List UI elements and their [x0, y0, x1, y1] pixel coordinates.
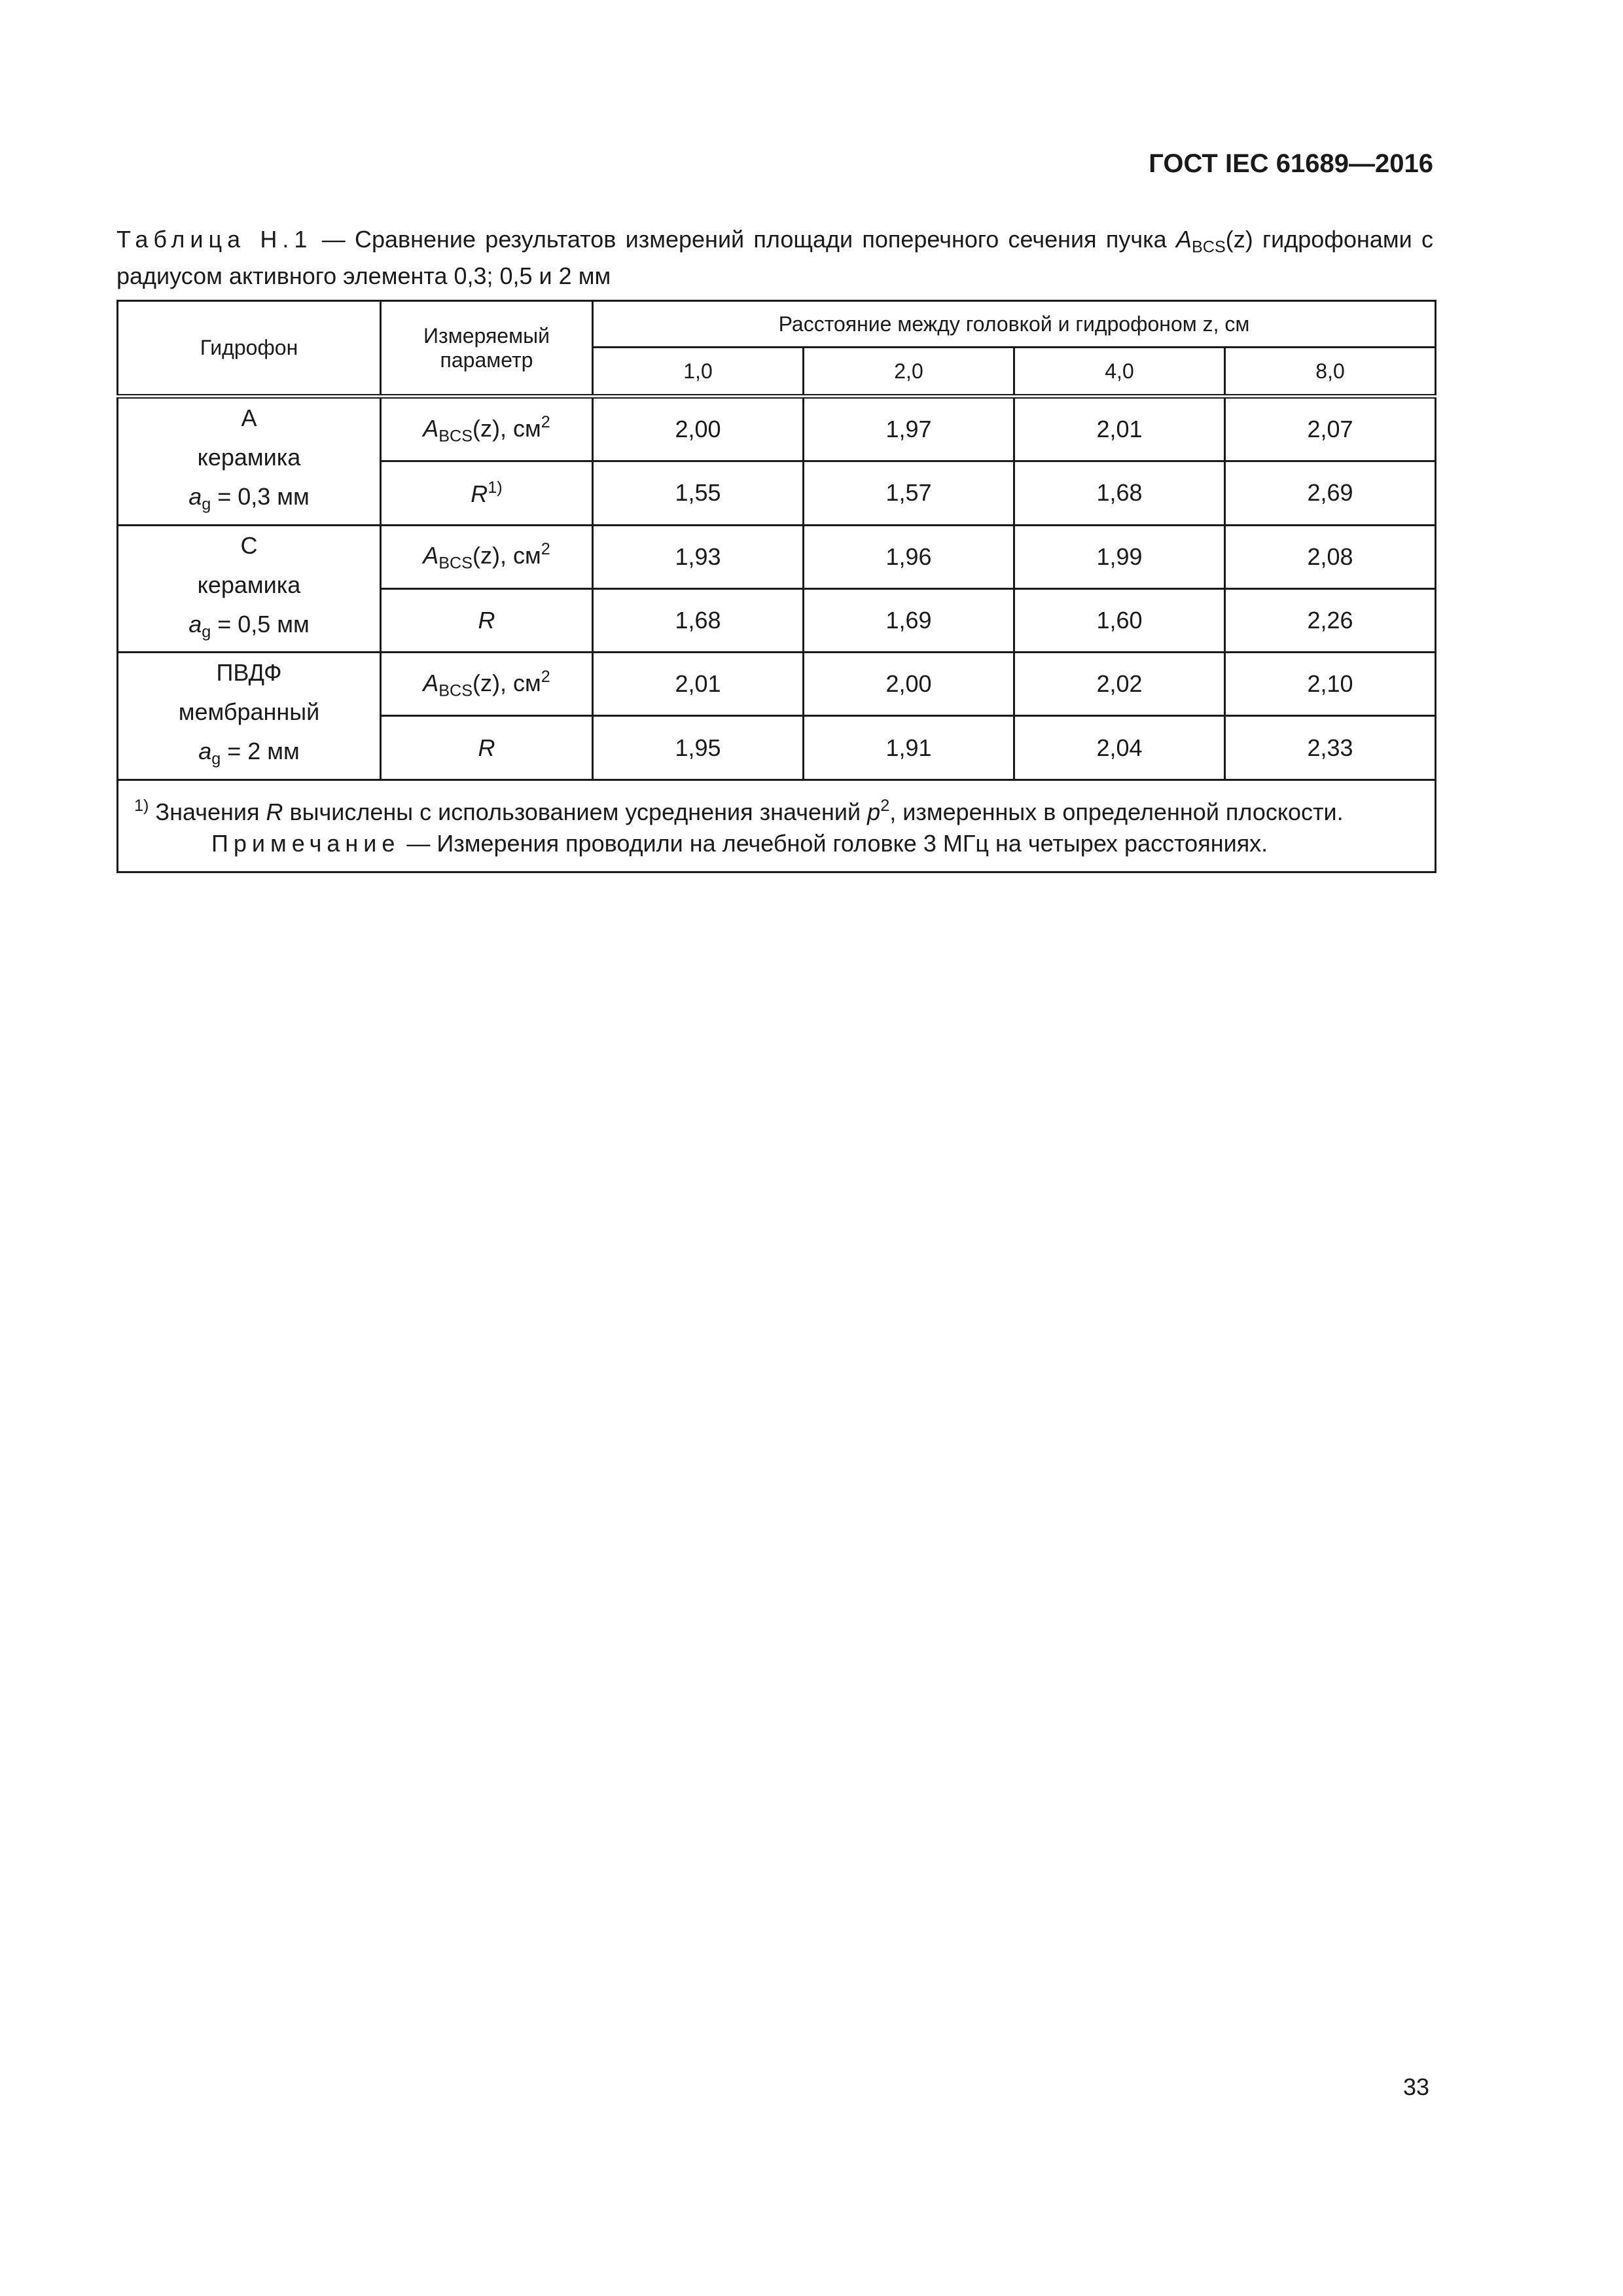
header-distance-2: 2,0 — [804, 348, 1014, 397]
hydrophone-name: ПВДФ — [216, 659, 282, 687]
header-param: Измеряемый параметр — [381, 301, 593, 397]
value-cell: 1,93 — [593, 525, 804, 588]
hydrophone-radius: $a_g = 0,3$ мм — [188, 483, 310, 514]
hydrophone-type: керамика — [197, 571, 301, 598]
header-distance: Расстояние между головкой и гидрофоном z, см — [593, 301, 1436, 348]
table-row — [118, 397, 1436, 461]
param-abcs: $A_{BCS}(z)$, $см^2$ — [381, 653, 593, 716]
param-r: R — [381, 716, 593, 780]
value-cell: 1,57 — [804, 461, 1014, 525]
value-cell: 1,60 — [1014, 588, 1225, 652]
hydrophone-type: керамика — [197, 444, 301, 471]
document-code: ГОСТ IEC 61689—2016 — [1149, 149, 1433, 178]
hydrophone-name: С — [240, 531, 258, 559]
table-note — [134, 828, 1419, 859]
value-cell: 2,01 — [593, 653, 804, 716]
notes-cell — [118, 780, 1436, 872]
hydrophone-radius: $a_g = 0,5$ мм — [188, 610, 310, 641]
value-cell: 1,69 — [804, 588, 1014, 652]
table-label: Таблица Н.1 — [116, 226, 313, 253]
value-cell: 1,97 — [804, 397, 1014, 461]
caption-symbol-sub: BCS — [1191, 238, 1226, 257]
param-abcs: $A_{BCS}(z)$, $см^2$ — [381, 397, 593, 461]
hydrophone-radius: $a_g = 2$ мм — [198, 738, 300, 768]
header-distance-1: 1,0 — [593, 348, 804, 397]
header-distance-4: 4,0 — [1014, 348, 1225, 397]
value-cell: 1,95 — [593, 716, 804, 780]
note-text: — Измерения проводили на лечебной головке 3 МГц на четырех расстояниях. — [400, 829, 1268, 857]
table-body — [118, 397, 1436, 872]
param-abcs: $A_{BCS}(z)$, $см^2$ — [381, 525, 593, 588]
value-cell: 1,68 — [1014, 461, 1225, 525]
page-number: 33 — [1402, 2073, 1429, 2100]
header-distance-8: 8,0 — [1225, 348, 1436, 397]
value-cell: 2,69 — [1225, 461, 1436, 525]
note-label: Примечание — [211, 829, 401, 857]
hydrophone-type: мембранный — [178, 698, 320, 726]
value-cell: 1,55 — [593, 461, 804, 525]
value-cell: 2,00 — [804, 653, 1014, 716]
caption-text-end: гидрофонами с радиусом активного элемента 0,3; 0,5 и 2 мм — [116, 226, 1433, 289]
value-cell: 2,00 — [593, 397, 804, 461]
param-r: R — [381, 588, 593, 652]
value-cell: 2,02 — [1014, 653, 1225, 716]
value-cell: 2,08 — [1225, 525, 1436, 588]
value-cell: 1,91 — [804, 716, 1014, 780]
footnote-marker: 1) — [134, 796, 149, 815]
header-hydrophone: Гидрофон — [118, 301, 381, 397]
footnote-ref: 1) — [488, 478, 503, 497]
caption-symbol-arg: (z) — [1225, 226, 1253, 253]
param-r: $R^{1)}$ — [381, 461, 593, 525]
caption-symbol: A — [1175, 226, 1192, 253]
value-cell: 2,04 — [1014, 716, 1225, 780]
hydrophone-name: А — [241, 404, 257, 431]
hydrophone-cell — [118, 525, 381, 653]
hydrophone-cell — [118, 397, 381, 526]
table-row — [118, 525, 1436, 588]
comparison-table — [116, 300, 1436, 873]
caption-text: — Сравнение результатов измерений площади поперечного сечения пучка — [312, 226, 1176, 253]
value-cell: 2,26 — [1225, 588, 1436, 652]
value-cell: 1,96 — [804, 525, 1014, 588]
table-row — [118, 653, 1436, 716]
value-cell: 1,99 — [1014, 525, 1225, 588]
value-cell: 2,01 — [1014, 397, 1225, 461]
table-caption — [116, 225, 1433, 291]
footnote: $^{1)}$ Значения R вычислены с использованием усреднения значений $p^2$, измеренных в определенной плоскости. — [134, 796, 1344, 825]
value-cell: 2,10 — [1225, 653, 1436, 716]
value-cell: 2,33 — [1225, 716, 1436, 780]
hydrophone-cell — [118, 653, 381, 780]
notes-row — [118, 780, 1436, 872]
value-cell: 1,68 — [593, 588, 804, 652]
value-cell: 2,07 — [1225, 397, 1436, 461]
